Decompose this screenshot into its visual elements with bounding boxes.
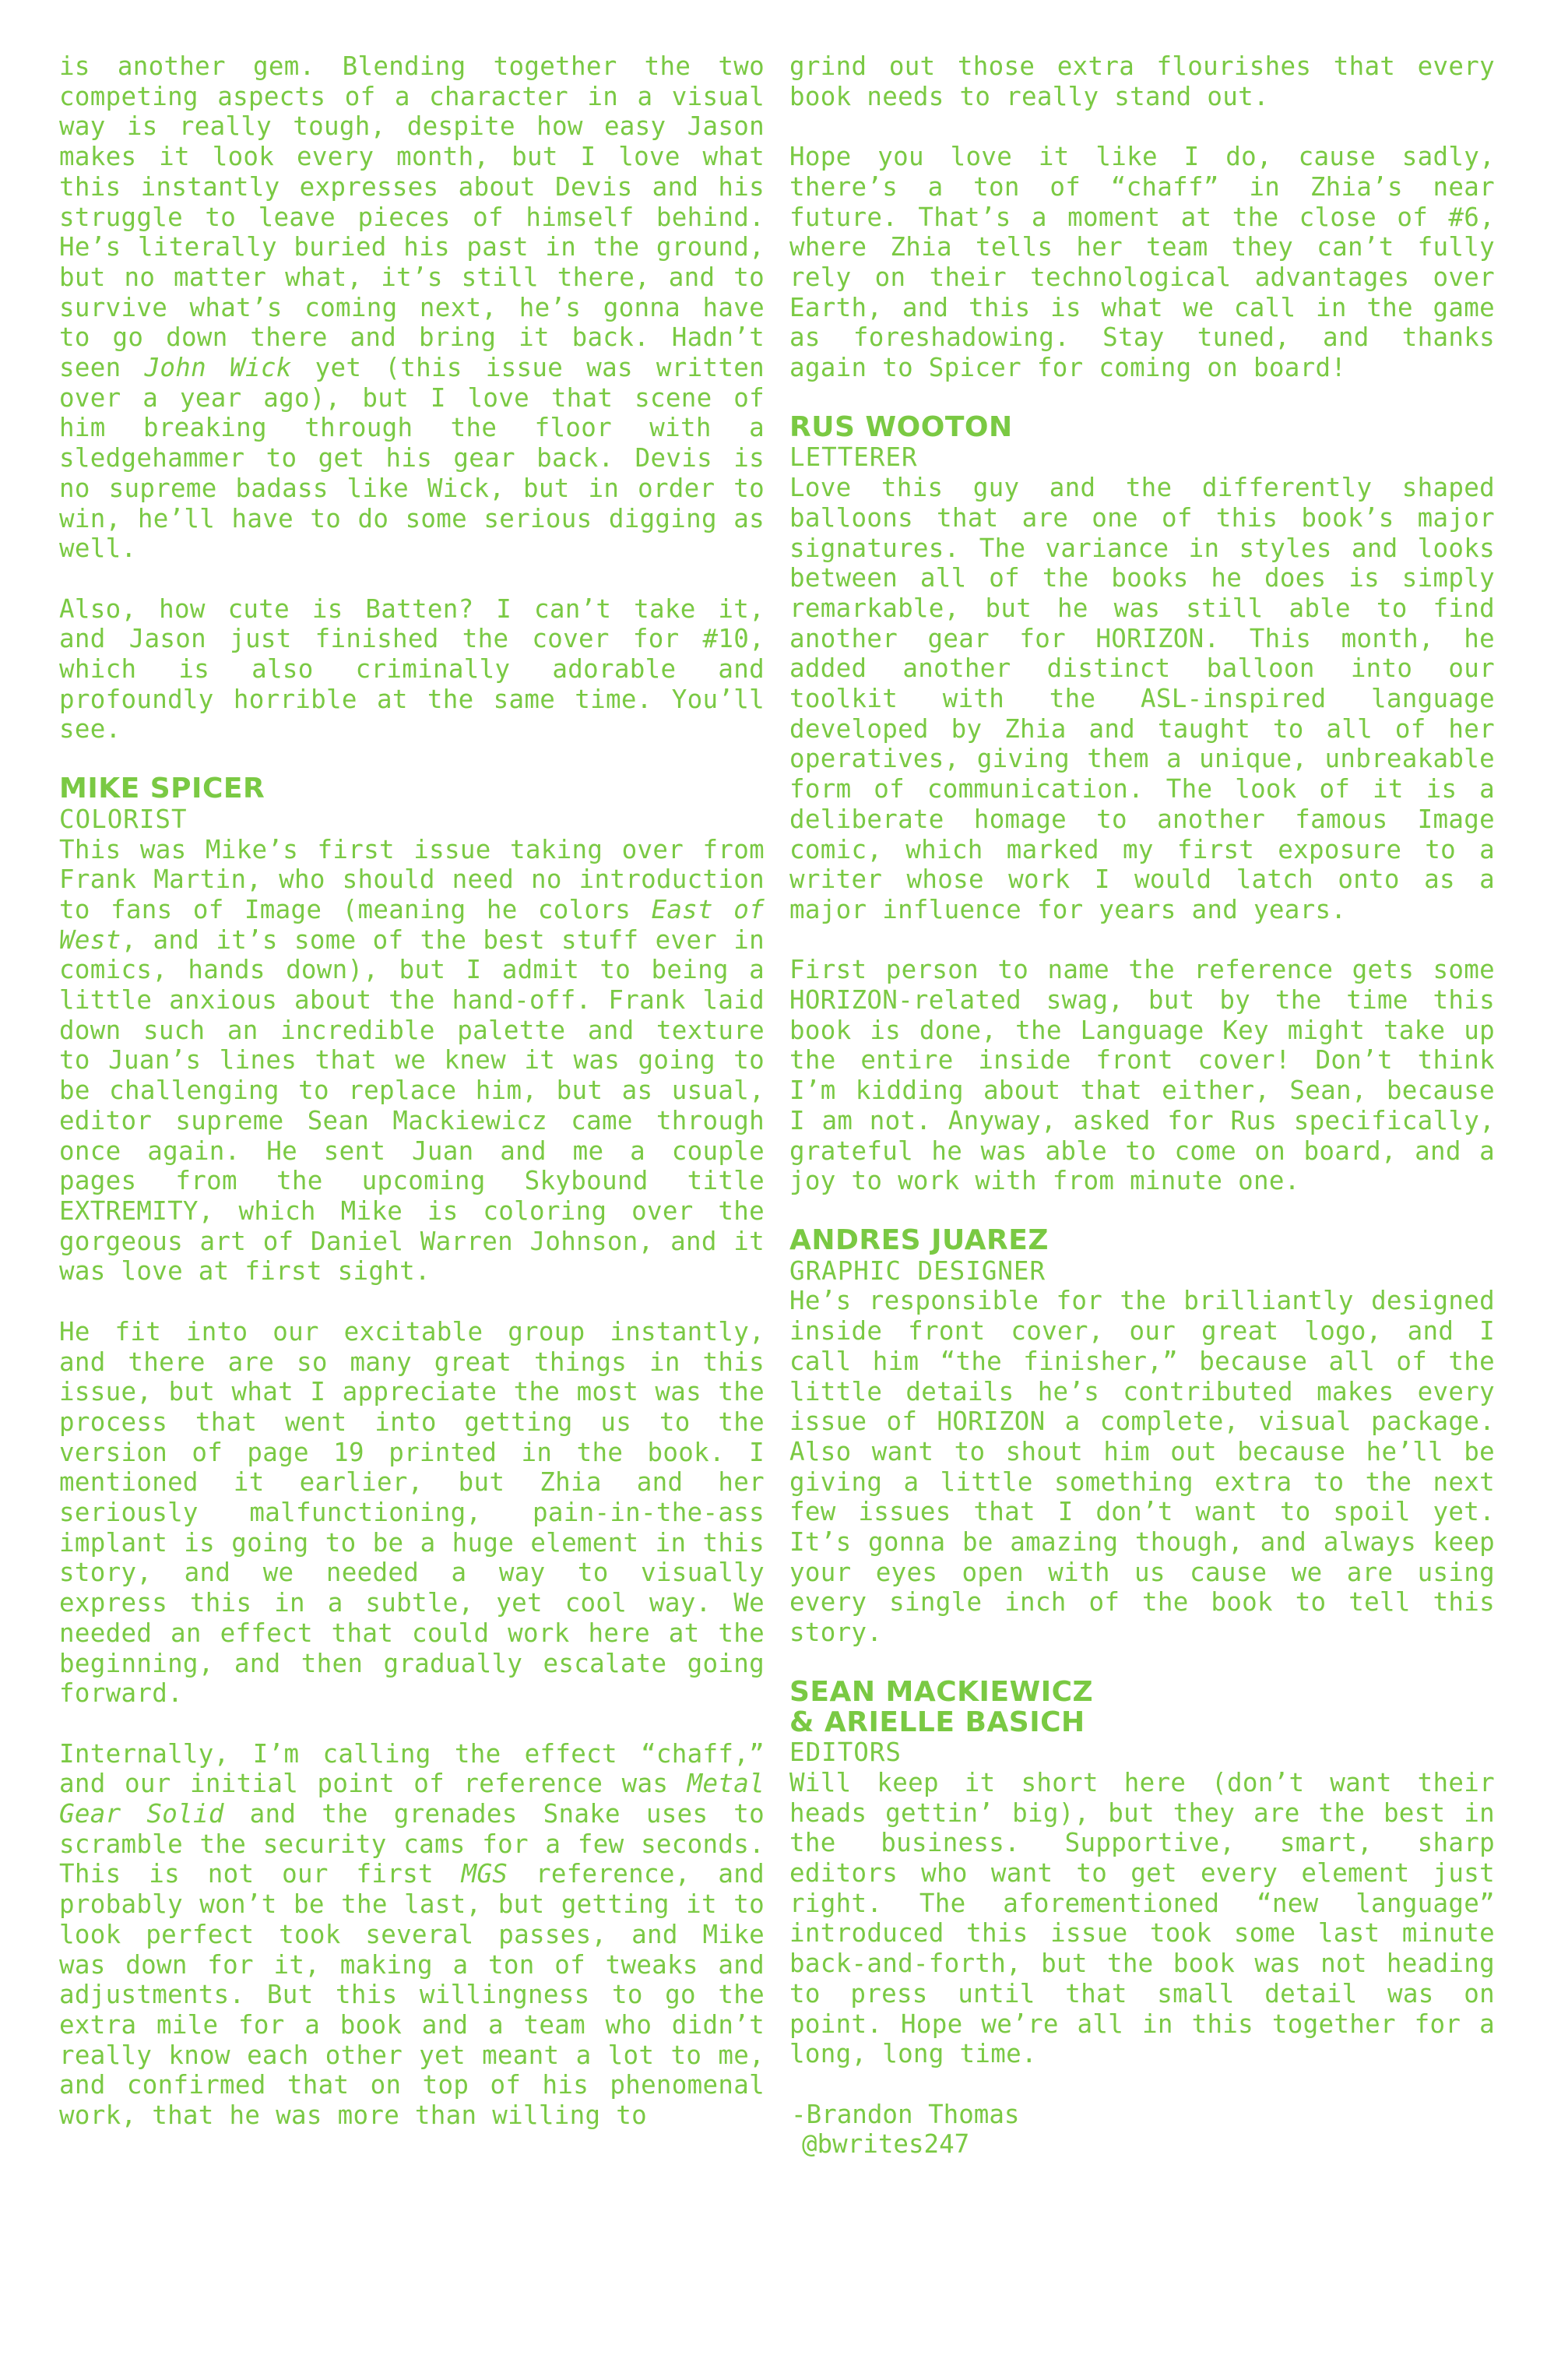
signature-name: -Brandon Thomas [791,2099,1020,2129]
credit-section-editors [789,1675,1495,2069]
credit-role: COLORIST [59,804,188,834]
credit-role: EDITORS [789,1737,902,1768]
signature-handle: @bwrites247 [802,2129,970,2160]
credit-name: MIKE SPICER [59,773,265,805]
credit-paragraph: Internally, I’m calling the effect “chaff,” and our initial point of reference was Metal Gear Solid and the grenades Snake uses to scramble the security cams for a few seconds. This is not our first MGS reference, and probably won’t be the last, but getting it to look perfect took several passes, and Mike was down for it, making a ton of tweaks and adjustments. But this willingness to go the extra mile for a book and a team who didn’t really know each other yet meant a lot to me, and confirmed that on top of his phenomenal work, that he was more than willing to [59,1738,765,2131]
credit-paragraph: First person to name the reference gets some HORIZON-related swag, but by the time this book is done, the Language Key might take up the entire inside front cover! Don’t think I’m kidding about that either, Sean, because I am not. Anyway, asked for Rus specifically, grateful he was able to come on board, and a joy to work with from minute one. [789,955,1495,1196]
credit-paragraph: Will keep it short here (don’t want their heads gettin’ big), but they are the best in the business. Supportive, smart, sharp editors who want to get every element just right. The aforementioned “new language” introduced this issue took some last minute back-and-forth, but the book was not heading to press until that small detail was on point. Hope we’re all in this together for a long, long time. [789,1767,1495,2069]
credit-paragraph: This was Mike’s first issue taking over from Frank Martin, who should need no introduction to fans of Image (meaning he colors East of West, and it’s some of the best stuff ever in comics, hands down), but I admit to being a little anxious about the hand-off. Frank laid down such an incredible palette and texture to Juan’s lines that we knew it was going to be challenging to replace him, but as usual, editor supreme Sean Mackiewicz came through once again. He sent Juan and me a couple pages from the upcoming Skybound title EXTREMITY, which Mike is coloring over the gorgeous art of Daniel Warren Johnson, and it was love at first sight. [59,834,765,1287]
continuation-paragraph: grind out those extra flourishes that every book needs to really stand out. [789,51,1495,111]
signature [791,2100,1495,2160]
credit-name: & ARIELLE BASICH [789,1706,1085,1738]
credit-section-mike-spicer [59,774,765,2131]
credit-paragraph: Love this guy and the differently shaped balloons that are one of this book’s major signatures. The variance in styles and looks between all of the books he does is simply remarkable, but he was still able to find another gear for HORIZON. This month, he added another distinct balloon into our toolkit with the ASL-inspired language developed by Zhia and taught to all of her operatives, giving them a unique, unbreakable form of communication. The look of it is a deliberate homage to another famous Image comic, which marked my first exposure to a writer whose work I would latch onto as a major influence for years and years. [789,473,1495,924]
credit-role: GRAPHIC DESIGNER [789,1255,1046,1286]
credit-name: SEAN MACKIEWICZ [789,1675,1094,1708]
credit-section-rus-wooton [789,410,1495,1196]
credit-paragraph: He fit into our excitable group instantly, and there are so many great things in this issue, but what I appreciate the most was the process that went into getting us to the version of page 19 printed in the book. I mentioned it earlier, but Zhia and her seriously malfunctioning, pain-in-the-ass implant is going to be a huge element in this story, and we needed a way to visually express this in a subtle, yet cool way. We needed an effect that could work here at the beginning, and then gradually escalate going forward. [59,1316,765,1709]
right-column [789,51,1495,2160]
continuation-paragraph: Hope you love it like I do, cause sadly, there’s a ton of “chaff” in Zhia’s near future. That’s a moment at the close of #6, where Zhia tells her team they can’t fully rely on their technological advantages over Earth, and this is what we call in the game as foreshadowing. Stay tuned, and thanks again to Spicer for coming on board! [789,142,1495,383]
credit-paragraph: He’s responsible for the brilliantly designed inside front cover, our great logo, and I call him “the finisher,” because all of the little details he’s contributed makes every issue of HORIZON a complete, visual package. Also want to shout him out because he’ll be giving a little something extra to the next few issues that I don’t want to spoil yet. It’s gonna be amazing though, and always keep your eyes open with us cause we are using every single inch of the book to tell this story. [789,1286,1495,1648]
credit-role: LETTERER [789,442,918,473]
left-column [59,51,765,2131]
intro-paragraph: is another gem. Blending together the two competing aspects of a character in a visual way is really tough, despite how easy Jason makes it look every month, but I love what this instantly expresses about Devis and his struggle to leave pieces of himself behind. He’s literally buried his past in the ground, but no matter what, it’s still there, and to survive what’s coming next, he’s gonna have to go down there and bring it back. Hadn’t seen John Wick yet (this issue was written over a year ago), but I love that scene of him breaking through the floor with a sledgehammer to get his gear back. Devis is no supreme badass like Wick, but in order to win, he’ll have to do some serious digging as well. [59,51,765,564]
intro-paragraph: Also, how cute is Batten? I can’t take it, and Jason just finished the cover for #10, which is also criminally adorable and profoundly horrible at the same time. You’ll see. [59,593,765,745]
credit-name: RUS WOOTON [789,410,1013,443]
credit-name: ANDRES JUAREZ [789,1223,1049,1256]
credit-section-andres-juarez [789,1223,1495,1648]
